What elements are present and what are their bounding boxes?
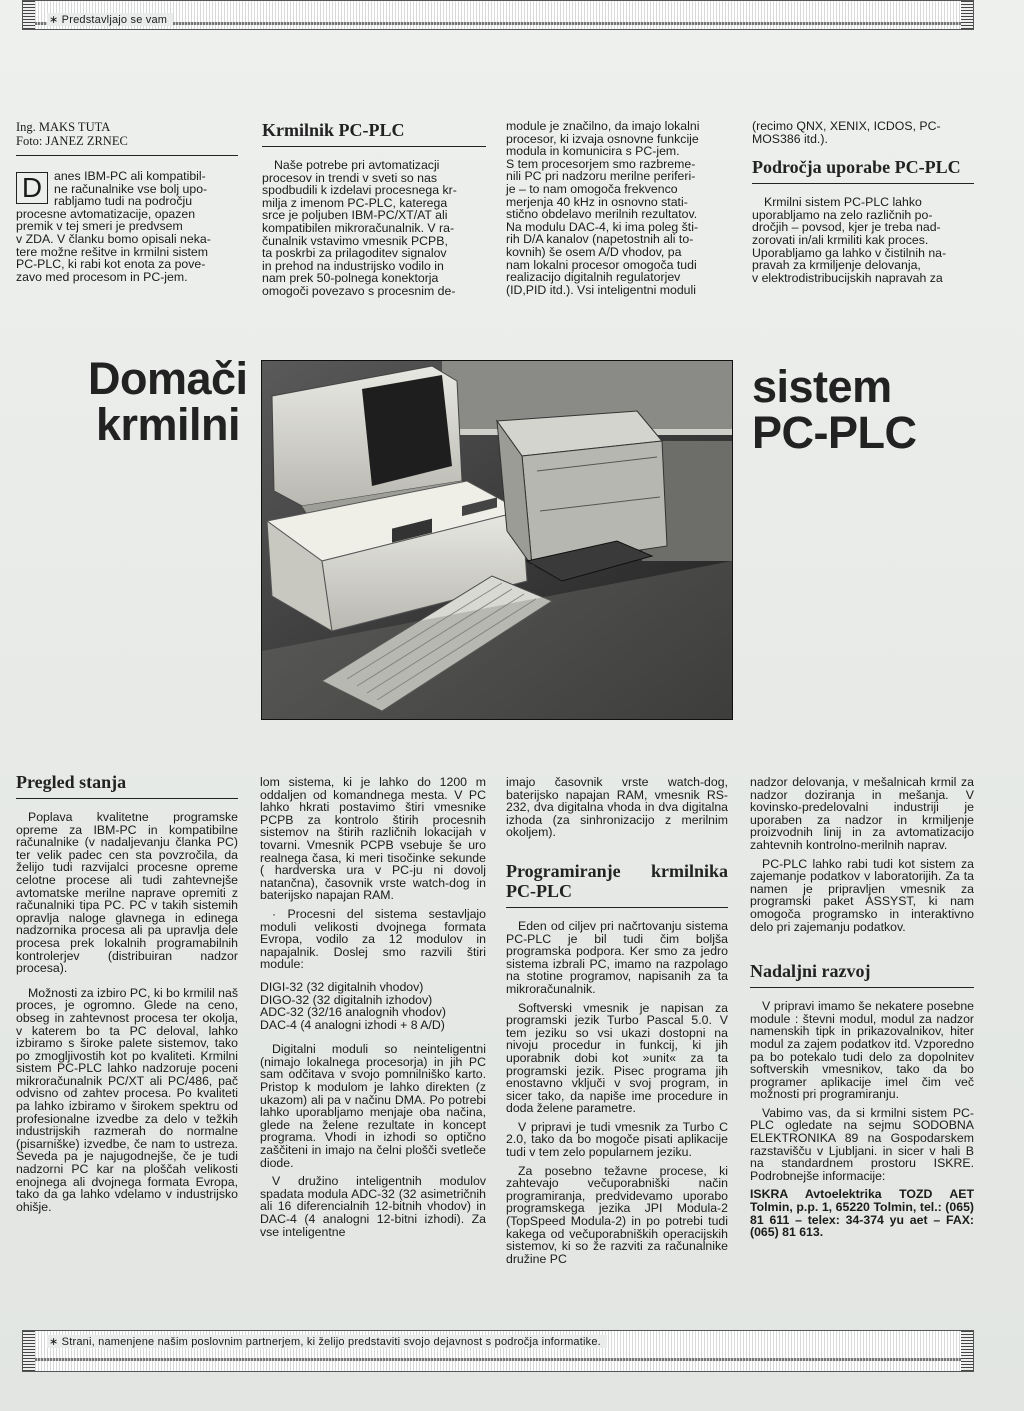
programiranje-column — [506, 776, 728, 1271]
column3-line: nili PC pri nadzoru merilne periferi- — [506, 169, 696, 184]
krmilnik-column — [262, 120, 486, 298]
column3-line: procesor, ki izvaja osnovne funkcije — [506, 131, 699, 146]
intro-column — [16, 120, 238, 283]
razvoj-heading-rule — [750, 987, 974, 988]
uporaba-line: zorovati in/ali krmiliti kak proces. — [752, 232, 929, 247]
body-paragraph: V pripravi je tudi vmesnik za Turbo C 2.0, tako da bo mogoče pisati aplikacije tudi v tem zelo popularnem jeziku. — [506, 1119, 728, 1160]
credit-divider — [16, 155, 238, 156]
column3-line: realizacijo digitalnih regulatorjev — [506, 270, 681, 285]
column3-line: nam lokalni procesor omogoča tudi — [506, 257, 697, 272]
uporaba-line: v elektrodistribucijskih napravah za — [752, 270, 943, 285]
title-word: krmilni — [95, 399, 240, 450]
krmilnik-line: procesov in trendi v sveti so nas — [262, 170, 437, 185]
modules-column-top — [506, 120, 728, 296]
body-paragraph: nadzor delovanja, v mešalnicah krmil za nadzor doziranja in mešanja. V kovinsko-predelovalni industriji je uporaben za nadzor in krmiljenje proizvodnih linij in za avtomatizacijo zahtevnih kontrolno-merilnih naprav. — [750, 775, 974, 852]
body-paragraph: Vabimo vas, da si krmilni sistem PC-PLC ogledate na sejmu SODOBNA ELEKTRONIKA 89 na Gospodarskem razstavišču v Ljubljani. in sicer v hali B na standardnem prostoru ISKRE. Podrobnejše informacije: — [750, 1105, 974, 1183]
body-paragraph: Softverski vmesnik je napisan za programski jezik Turbo Pascal 5.0. V tem jeziku so vsi ukazi dostopni na nivoju procedur in funkcij, ki jih uporabnik dobi kot »unit« za ta programski jezik. Pisec programa jih enostavno vključi v svoj program, in sicer tako, da napiše ime procedure in doda želene parametre. — [506, 1000, 728, 1116]
razvoj-column — [750, 776, 974, 1245]
banner-right-cap — [961, 1331, 973, 1371]
pc-plc-photo-illustration — [262, 361, 732, 719]
banner-right-cap — [961, 1, 973, 29]
header-banner — [22, 0, 974, 30]
krmilnik-line: ta poskrbi za prilagoditev signalov — [262, 246, 447, 261]
column3-line: kovnih) še osem A/D vhodov, pa — [506, 244, 682, 259]
article-photo — [261, 360, 733, 720]
uporaba-line: uporabljamo na zelo različnih po- — [752, 207, 933, 222]
banner-rule — [35, 22, 961, 25]
column3-line: Na modulu DAC-4, ki ima poleg šti- — [506, 219, 699, 234]
intro-line: procesne avtomatizacije, opazen — [16, 206, 196, 221]
banner-left-cap — [23, 1, 35, 29]
uporaba-line: Krmilni sistem PC-PLC lahko — [764, 195, 922, 210]
uporaba-heading: Področja uporabe PC-PLC — [752, 157, 961, 178]
intro-dropcap: D — [16, 172, 48, 204]
krmilnik-line: kompatibilen mikroračunalnik. V ra- — [262, 220, 455, 235]
pregled-paragraph: Poplava kvalitetne programske opreme za IBM-PC in kompatibilne računalnike (v nadaljevanju članka PC) ter velik padec cen sta povzročila, da želijo tudi razvijalci procesne opreme celotne procese ali tudi zahtevnejše avtomatske merilne naprave opremiti z računalniki tipa PC. PC v takih sistemih opravlja naloge glavnega in edinega nadzornika procesa ali pa upravlja dele procesa prek lokalnih programabilnih kontrolerjev (distribuiran nadzor procesa). — [16, 810, 238, 976]
krmilnik-line: čunalnik vstavimo vmesnik PCPB, — [262, 233, 448, 248]
column4-line: MOS386 itd.). — [752, 131, 828, 146]
uporaba-heading-rule — [752, 183, 974, 184]
module-item: DIGI-32 (32 digitalnih vhodov) — [260, 979, 424, 994]
krmilnik-line: milja z imenom PC-PLC, katerega — [262, 195, 448, 210]
column3-line: (ID,PID itd.). Vsi inteligentni moduli — [506, 282, 696, 297]
body-paragraph: · Procesni del sistema sestavljajo moduli velikosti dvojnega formata Evropa, vodilo za 12 modulov in napajalnik. Doslej smo razvili štiri module: — [260, 906, 486, 972]
intro-line: tere možne rešitve in krmilni sistem — [16, 244, 209, 259]
intro-line: ne računalnike vse bolj upo- — [54, 181, 208, 196]
programiranje-heading: Programiranje krmilnika PC-PLC — [506, 860, 728, 901]
body-paragraph: PC-PLC lahko rabi tudi kot sistem za zajemanje podatkov v laboratorijih. Za ta namen je pripravljen vmesnik za programski paket ASSYST, ki nam omogoča programsko in interaktivno delo pri zajemanju podatkov. — [750, 856, 974, 934]
krmilnik-line: omogoči povezavo s procesnim de- — [262, 283, 456, 298]
krmilnik-heading-rule — [262, 146, 486, 147]
razvoj-heading: Nadaljni razvoj — [750, 961, 871, 982]
uporaba-column — [752, 120, 974, 284]
intro-line: anes IBM-PC ali kompatibil- — [54, 169, 206, 183]
intro-line: PC-PLC, ki rabi kot enota za pove- — [16, 257, 206, 272]
module-item: DIGO-32 (32 digitalnih izhodov) — [260, 992, 433, 1007]
column3-line: stično obdelavo merilnih rezultatov. — [506, 207, 698, 222]
krmilnik-line: nam prek 50-polnega konektorja — [262, 271, 439, 286]
photo-credit: Foto: JANEZ ZRNEC — [16, 134, 128, 148]
column4-line: (recimo QNX, XENIX, ICDOS, PC- — [752, 119, 941, 133]
body-paragraph: Digitalni moduli so neinteligentni (nimajo lokalnega procesorja) in jih PC sam odčitava v svojo pomnilniško karto. Pristop k modulom je lahko direkten (z ukazom) ali pa v načinu DMA. Po potrebi lahko uporabljamo menjaje oba načina, glede na želene rezultate in koncept programa. Vhodi in izhodi so optično zaščiteni in imajo na čelni plošči svetleče diode. — [260, 1042, 486, 1170]
pregled-column — [16, 772, 238, 1219]
intro-line: v ZDA. V članku bomo opisali neka- — [16, 231, 211, 246]
body-paragraph: lom sistema, ki je lahko do 1200 m oddaljen od komandnega mesta. V PC lahko hkrati postavimo štiri vmesnike PCPB za kontrolo štirih procesnih sistemov na štirih različnih lokacijah v tovarni. Vmesnik PCPB vsebuje še uro realnega časa, ki meri tisočinke sekunde ( hardverska ura v PC-ju ni dovolj natančna), časovnik vrste watch-dog in baterijsko napajan RAM. — [260, 775, 486, 903]
intro-line: premik v tej smeri je predvsem — [16, 219, 183, 234]
body-paragraph: Eden od ciljev pri načrtovanju sistema PC-PLC je bil tudi čim boljša programska podpora. Ker smo za jedro sistema izbrali PC, imamo na razpolago na stotine programov, napisanih za ta mikroračunalnik. — [506, 918, 728, 996]
module-item: ADC-32 (32/16 analognih vhodov) — [260, 1005, 446, 1020]
article-title-right — [752, 361, 917, 458]
krmilnik-heading: Krmilnik PC-PLC — [262, 120, 405, 140]
column3-line: module je značilno, da imajo lokalni — [506, 119, 700, 133]
author-credit: Ing. MAKS TUTA — [16, 120, 111, 134]
modules-list — [260, 981, 486, 1031]
uporaba-line: dročjih – povsod, kjer je treba nad- — [752, 220, 941, 235]
krmilnik-line: in prehod na industrijsko vodilo in — [262, 258, 444, 273]
pregled-paragraph: Možnosti za izbiro PC, ki bo krmilil naš proces, je ogromno. Glede na ceno, obseg in zahtevnost procesa ter okolja, v katerem bo ta PC deloval, lahko izbiramo s široke palete sistemov, tako po zmogljivostih kot po kvaliteti. Krmilni sistem PC-PLC lahko nadzoruje poceni mikroračunalnik PC/XT ali PC/486, pač odvisno od zahtev procesa. Po kvaliteti pa lahko izbiramo v širokem spektru od profesionalne izvedbe za delo v težkih industrijskih razmerah do normalne (pisarniške) izvedbe, če nam to ustreza. Seveda pa je najugodnejše, če je tudi nadzorni PC kar na ploščah velikosti enojnega ali dvojnega formata Evropa, tako da ga lahko vdelamo v industrijsko ohišje. — [16, 985, 238, 1214]
column3-line: je – to nam omogoča frekvenco — [506, 181, 678, 196]
body-paragraph: V družino inteligentnih modulov spadata modula ADC-32 (32 asimetričnih ali 16 diferencialnih 12-bitnih vhodov) in DAC-4 (4 analogni 12-bitni izhodi). Za vse inteligentne — [260, 1174, 486, 1239]
column3-line: rih D/A kanalov (napetostnih ali to- — [506, 232, 694, 247]
header-banner-label: ∗ Predstavljajo se vam — [47, 13, 173, 26]
modules-column — [260, 776, 486, 1244]
title-word: Domači — [88, 353, 248, 404]
uporaba-line: pravah za krmiljenje delovanja, — [752, 258, 921, 273]
body-paragraph: Za posebno težavne procese, ki zahtevajo večuporabniški način programiranja, predvidevamo uporabo programskega jezika JPI Modula-2 (TopSpeed Modula-2) in po potrebi tudi kakega od večuporabniških operacijskih sistemov, ki so že razviti za računalnike družine PC — [506, 1163, 728, 1266]
column3-line: merjenja 40 kHz in osnovno stati- — [506, 194, 688, 209]
title-word: sistem — [752, 361, 892, 412]
contact-info: ISKRA Avtoelektrika TOZD AET Tolmin, p.p. 1, 65220 Tolmin, tel.: (065) 81 611 – telex: 34-374 yu aet – FAX: (065) 81 613. — [750, 1187, 974, 1240]
banner-rule — [35, 1358, 961, 1361]
pregled-heading: Pregled stanja — [16, 772, 127, 792]
intro-line: zavo med procesom in PC-jem. — [16, 269, 188, 284]
banner-left-cap — [23, 1331, 35, 1371]
title-word: PC-PLC — [752, 407, 917, 458]
programiranje-heading-rule — [506, 907, 728, 908]
krmilnik-line: srce je poljuben IBM-PC/XT/AT ali — [262, 208, 448, 223]
module-item: DAC-4 (4 analogni izhodi + 8 A/D) — [260, 1017, 445, 1032]
body-paragraph: imajo časovnik vrste watch-dog, baterijsko napajan RAM, vmesnik RS-232, dva digitalna vhoda in dva digitalna izhoda (za sinhronizacijo z merilnim okoljem). — [506, 775, 728, 840]
column3-line: modula in komunicira s PC-jem. — [506, 144, 680, 159]
footer-banner-label: ∗ Strani, namenjene našim poslovnim partnerjem, ki želijo predstaviti svojo dejavnost s področja informatike. — [47, 1335, 607, 1348]
intro-paragraph — [16, 170, 238, 283]
uporaba-line: Uporabljamo ga lahko v čistilnih na- — [752, 245, 947, 260]
body-paragraph: V pripravi imamo še nekatere posebne module : števni modul, modul za nadzor namenskih tipk in prikazovalnikov, hiter modul za zajem podatkov itd. Vzporedno pa bo potekalo tudi delo za dopolnitev softverskih vmesnikov, tako da bo programer aplikacije imel čim več možnosti pri programiranju. — [750, 999, 974, 1102]
pregled-heading-rule — [16, 798, 238, 799]
column3-line: S tem procesorjem smo razbreme- — [506, 156, 696, 171]
intro-line: rabljamo tudi na področju — [54, 194, 193, 209]
krmilnik-line: spodbudili k izdelavi procesnega kr- — [262, 183, 457, 198]
footer-banner — [22, 1330, 974, 1372]
article-title-left — [88, 353, 248, 450]
krmilnik-line: Naše potrebe pri avtomatizacji — [274, 158, 440, 172]
